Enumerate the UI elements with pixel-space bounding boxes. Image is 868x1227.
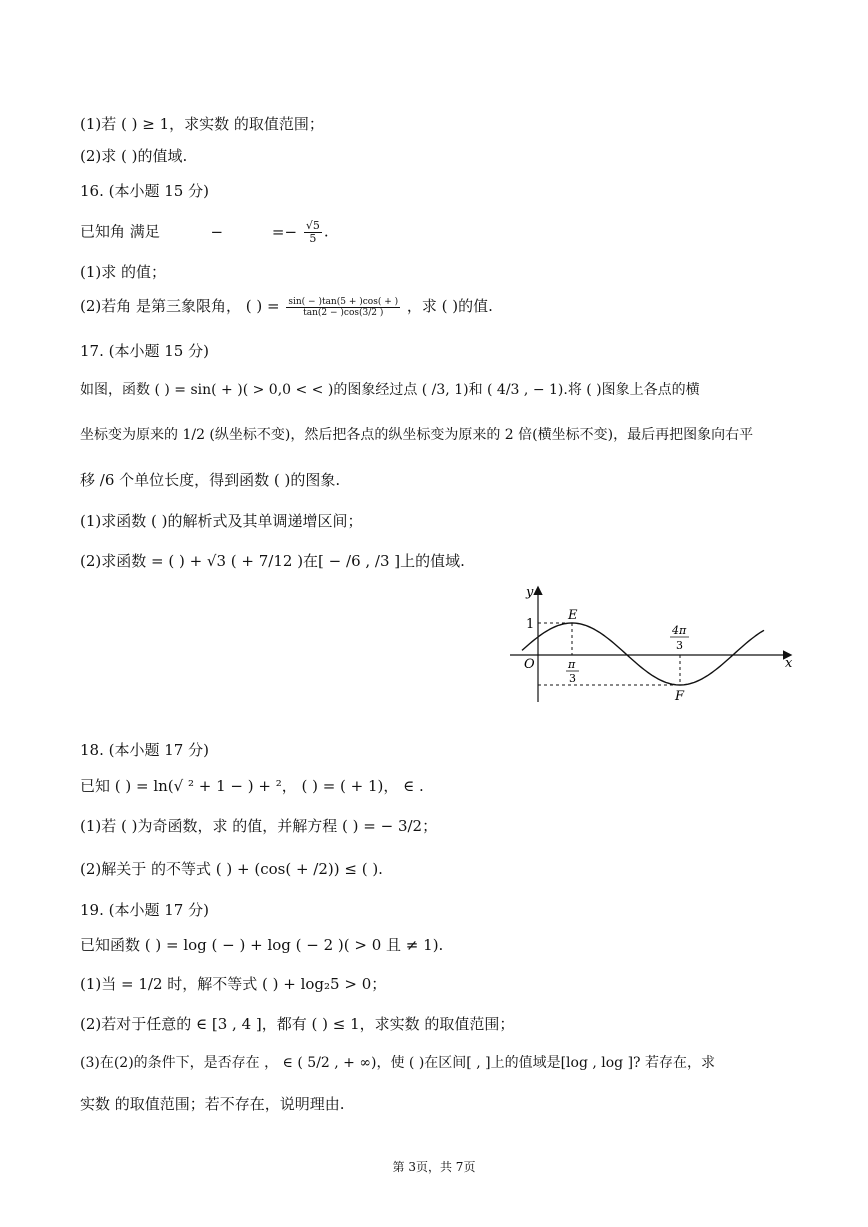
sine-graph <box>500 578 810 708</box>
q17-part1: (1)求函数 ( )的解析式及其单调递增区间； <box>80 512 363 530</box>
q19-part3-cont: 实数 的取值范围；若不存在，说明理由. <box>80 1095 345 1113</box>
fraction-numerator: √5 <box>305 219 320 232</box>
q16-intro <box>80 220 329 245</box>
q19-part3: (3)在(2)的条件下，是否存在 ， ∈ ( 5/2 , + ∞)，使 ( )在区间[ , ]上的值域是[log , log ]? 若存在，求 <box>80 1055 715 1071</box>
q17-para1: 如图，函数 ( ) = sin( + )( > 0,0 < < )的图象经过点 ( /3, 1)和 ( 4/3 , − 1).将 ( )图象上各点的横 <box>80 382 700 398</box>
q18-part1: (1)若 ( )为奇函数，求 的值，并解方程 ( ) = − 3/2； <box>80 817 438 835</box>
q16-intro-a: 已知角 满足 <box>80 222 165 241</box>
q17-part2: (2)求函数 = ( ) + √3 ( + 7/12 )在[ − /6 , /3 ]上的值域. <box>80 552 465 570</box>
q19-part1: (1)当 = 1/2 时，解不等式 ( ) + log₂5 > 0； <box>80 975 387 993</box>
tick-4pi-numerator: 4π <box>672 624 687 637</box>
fraction-denominator: 5 <box>309 232 317 245</box>
q16-part2-b: ，求 ( )的值. <box>406 297 493 315</box>
y-axis-label: y <box>526 585 534 600</box>
q19-intro: 已知函数 ( ) = log ( − ) + log ( − 2 )( > 0 且 ≠ 1). <box>80 936 444 954</box>
q16-title: 16. (本小题 15 分) <box>80 182 209 200</box>
point-f-label: F <box>675 689 685 704</box>
q19-title: 19. (本小题 17 分) <box>80 901 209 919</box>
sine-curve <box>522 623 764 685</box>
q17-title: 17. (本小题 15 分) <box>80 342 209 360</box>
q18-intro: 已知 ( ) = ln(√ ² + 1 − ) + ²， ( ) = ( + 1)， ∈ . <box>80 777 424 795</box>
page-footer: 第 3页，共 7页 <box>392 1160 476 1174</box>
q19-part2: (2)若对于任意的 ∈ [3 , 4 ]，都有 ( ) ≤ 1，求实数 的取值范围； <box>80 1015 515 1033</box>
fraction-denominator: tan(2 − )cos(3/2 ) <box>303 307 384 318</box>
q16-intro-b: − <box>210 222 224 241</box>
y-tick-1-label: 1 <box>526 617 535 632</box>
fraction-numerator: sin( − )tan(5 + )cos( + ) <box>288 296 399 307</box>
x-axis-label: x <box>785 656 793 671</box>
q16-part2 <box>80 296 493 318</box>
q16-part2-fraction <box>286 297 400 318</box>
q15-part1: (1)若 ( ) ≥ 1，求实数 的取值范围； <box>80 115 324 133</box>
q16-part1: (1)求 的值； <box>80 263 167 281</box>
q17-para2: 坐标变为原来的 1/2 (纵坐标不变)，然后把各点的纵坐标变为原来的 2 倍(横坐标不变)，最后再把图象向右平 <box>80 427 754 443</box>
q17-para3: 移 /6 个单位长度，得到函数 ( )的图象. <box>80 471 341 489</box>
q16-intro-c: =− <box>271 222 298 241</box>
q15-part2: (2)求 ( )的值域. <box>80 147 188 165</box>
tick-pi-denominator: 3 <box>569 672 576 685</box>
q18-part2: (2)解关于 的不等式 ( ) + (cos( + /2)) ≤ ( ). <box>80 860 383 878</box>
tick-4pi-denominator: 3 <box>676 639 683 652</box>
q16-part2-a: (2)若角 是第三象限角， ( ) = <box>80 297 285 315</box>
q16-intro-fraction <box>304 220 322 245</box>
point-e-label: E <box>568 608 578 623</box>
tick-pi-numerator: π <box>568 658 576 671</box>
q18-title: 18. (本小题 17 分) <box>80 741 209 759</box>
origin-label: O <box>524 657 535 672</box>
q16-intro-end: . <box>323 222 329 241</box>
